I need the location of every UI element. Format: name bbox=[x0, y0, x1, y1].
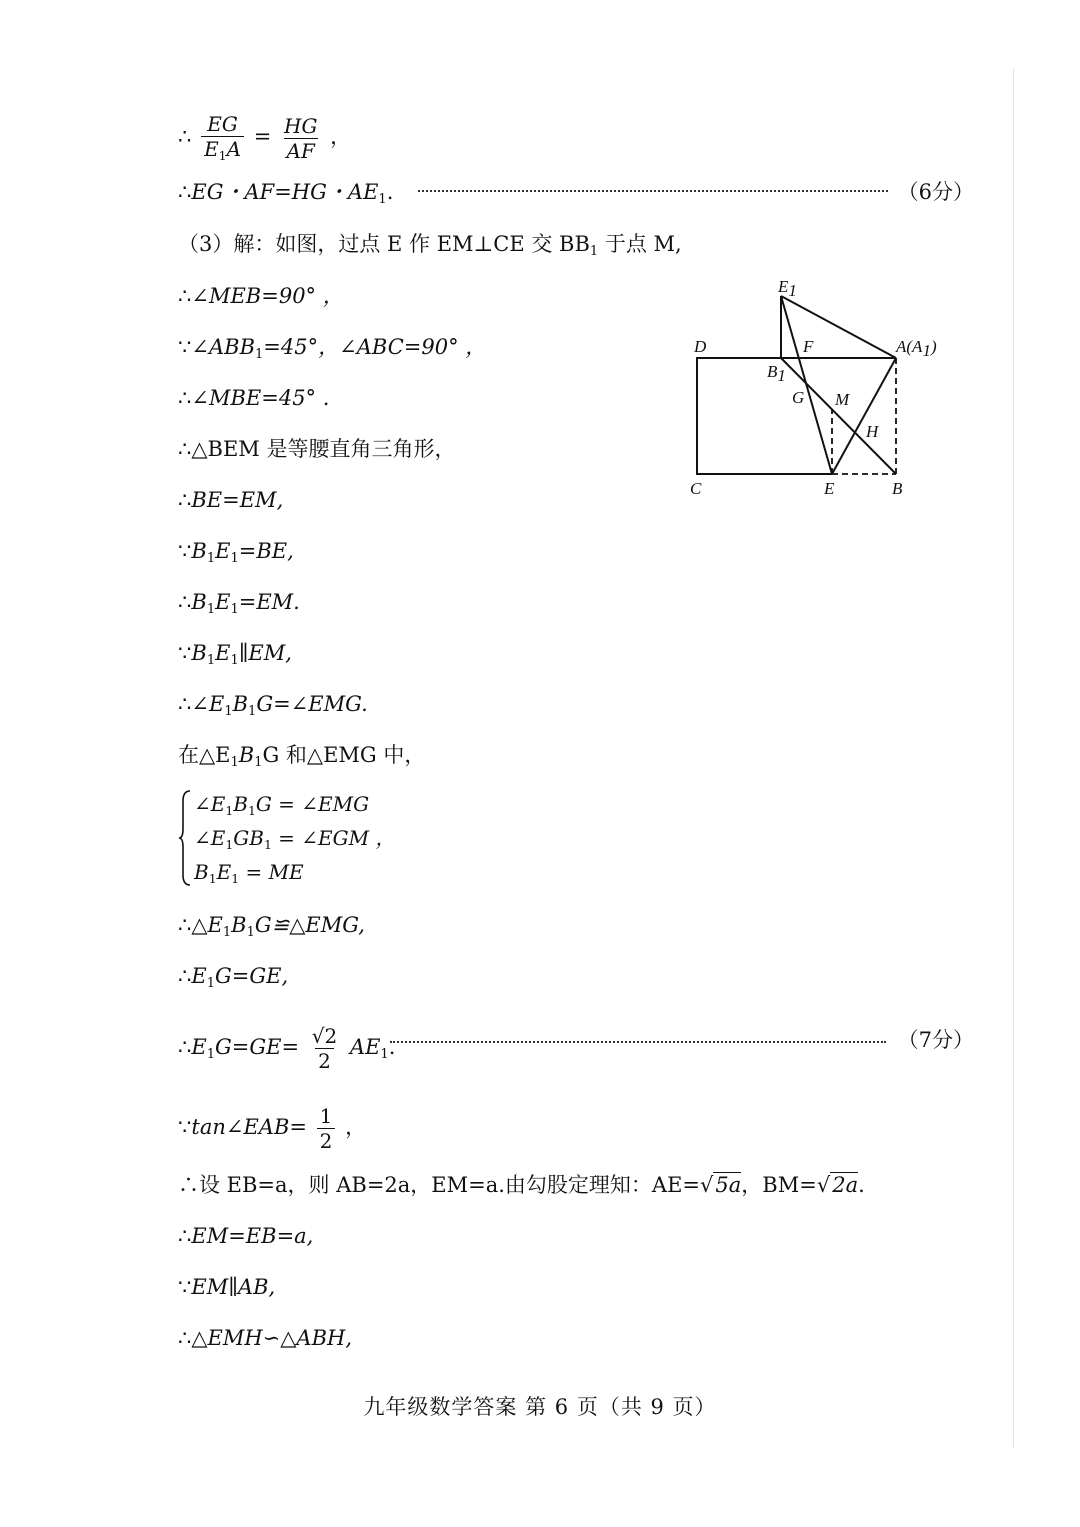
score-6: （6分） bbox=[897, 180, 974, 204]
line-4: ∴∠MEB=90° ， bbox=[178, 284, 344, 308]
line-9: ∵B1E1=BE, bbox=[178, 539, 294, 567]
line-12: ∴∠E1B1G=∠EMG. bbox=[178, 692, 368, 720]
score-7: （7分） bbox=[897, 1028, 974, 1052]
label-m: M bbox=[835, 390, 850, 409]
system-row-3: B1E1 = ME bbox=[194, 860, 304, 886]
line-8: ∴BE=EM, bbox=[178, 488, 284, 512]
segment-a-e bbox=[832, 358, 896, 474]
line-product: ∴EG・AF=HG・AE1. bbox=[178, 180, 394, 208]
label-a: A(A1) bbox=[896, 337, 937, 360]
label-e: E bbox=[824, 479, 835, 498]
label-b1: B1 bbox=[767, 362, 786, 385]
line-ratio: ∴ $\frac{EG}{E1A}$ = $\frac{HG}{AF}$ ， bbox=[178, 112, 352, 163]
label-f: F bbox=[803, 337, 814, 356]
label-h: H bbox=[866, 422, 879, 441]
fraction-1-over-2: $\frac{1}{2}$ bbox=[317, 1104, 336, 1153]
line-part3: （3）解：如图，过点 E 作 EM⊥CE 交 BB1 于点 M, bbox=[178, 232, 682, 260]
line-18: ∴设 EB=a，则 AB=2a，EM=a.由勾股定理知：AE=√5a，BM=√2a. bbox=[178, 1173, 865, 1197]
line-16: ∴E1G=GE= $\frac{√2}{2}$ AE1. bbox=[178, 1024, 396, 1073]
line-19: ∴EM=EB=a, bbox=[178, 1224, 314, 1248]
fraction-sqrt2-over-2: $\frac{√2}{2}$ bbox=[311, 1024, 338, 1073]
line-21: ∴△EMH∽△ABH, bbox=[178, 1326, 353, 1350]
label-e1: E1 bbox=[778, 277, 797, 300]
fraction-eg-e1a: $\frac{EG}{E1A}$ bbox=[201, 112, 244, 164]
line-20: ∵EM∥AB, bbox=[178, 1275, 276, 1299]
label-d: D bbox=[694, 337, 707, 356]
page-footer: 九年级数学答案 第 6 页（共 9 页） bbox=[363, 1395, 717, 1419]
label-g: G bbox=[792, 388, 805, 407]
line-17: ∵tan∠EAB= $\frac{1}{2}$ ， bbox=[178, 1104, 367, 1153]
fraction-hg-af: $\frac{HG}{AF}$ bbox=[284, 113, 318, 163]
line-14: ∴△E1B1G≌△EMG, bbox=[178, 913, 365, 941]
segment-e1-a bbox=[781, 296, 896, 358]
line-15: ∴E1G=GE, bbox=[178, 964, 289, 992]
system-row-1: ∠E1B1G = ∠EMG bbox=[194, 792, 370, 818]
segment-b1-b bbox=[781, 358, 896, 474]
line-7: ∴△BEM 是等腰直角三角形， bbox=[178, 437, 456, 461]
line-11: ∵B1E1∥EM, bbox=[178, 641, 292, 669]
label-b: B bbox=[892, 479, 903, 498]
line-5: ∵∠ABB1=45°，∠ABC=90° ， bbox=[178, 335, 487, 363]
line-13: 在△E1B1G 和△EMG 中， bbox=[178, 743, 426, 771]
system-row-2: ∠E1GB1 = ∠EGM ， bbox=[194, 826, 396, 852]
line-6: ∴∠MBE=45° . bbox=[178, 386, 330, 410]
rectangle-dc-ce bbox=[697, 358, 832, 474]
label-c: C bbox=[690, 479, 702, 498]
line-10: ∴B1E1=EM. bbox=[178, 590, 300, 618]
